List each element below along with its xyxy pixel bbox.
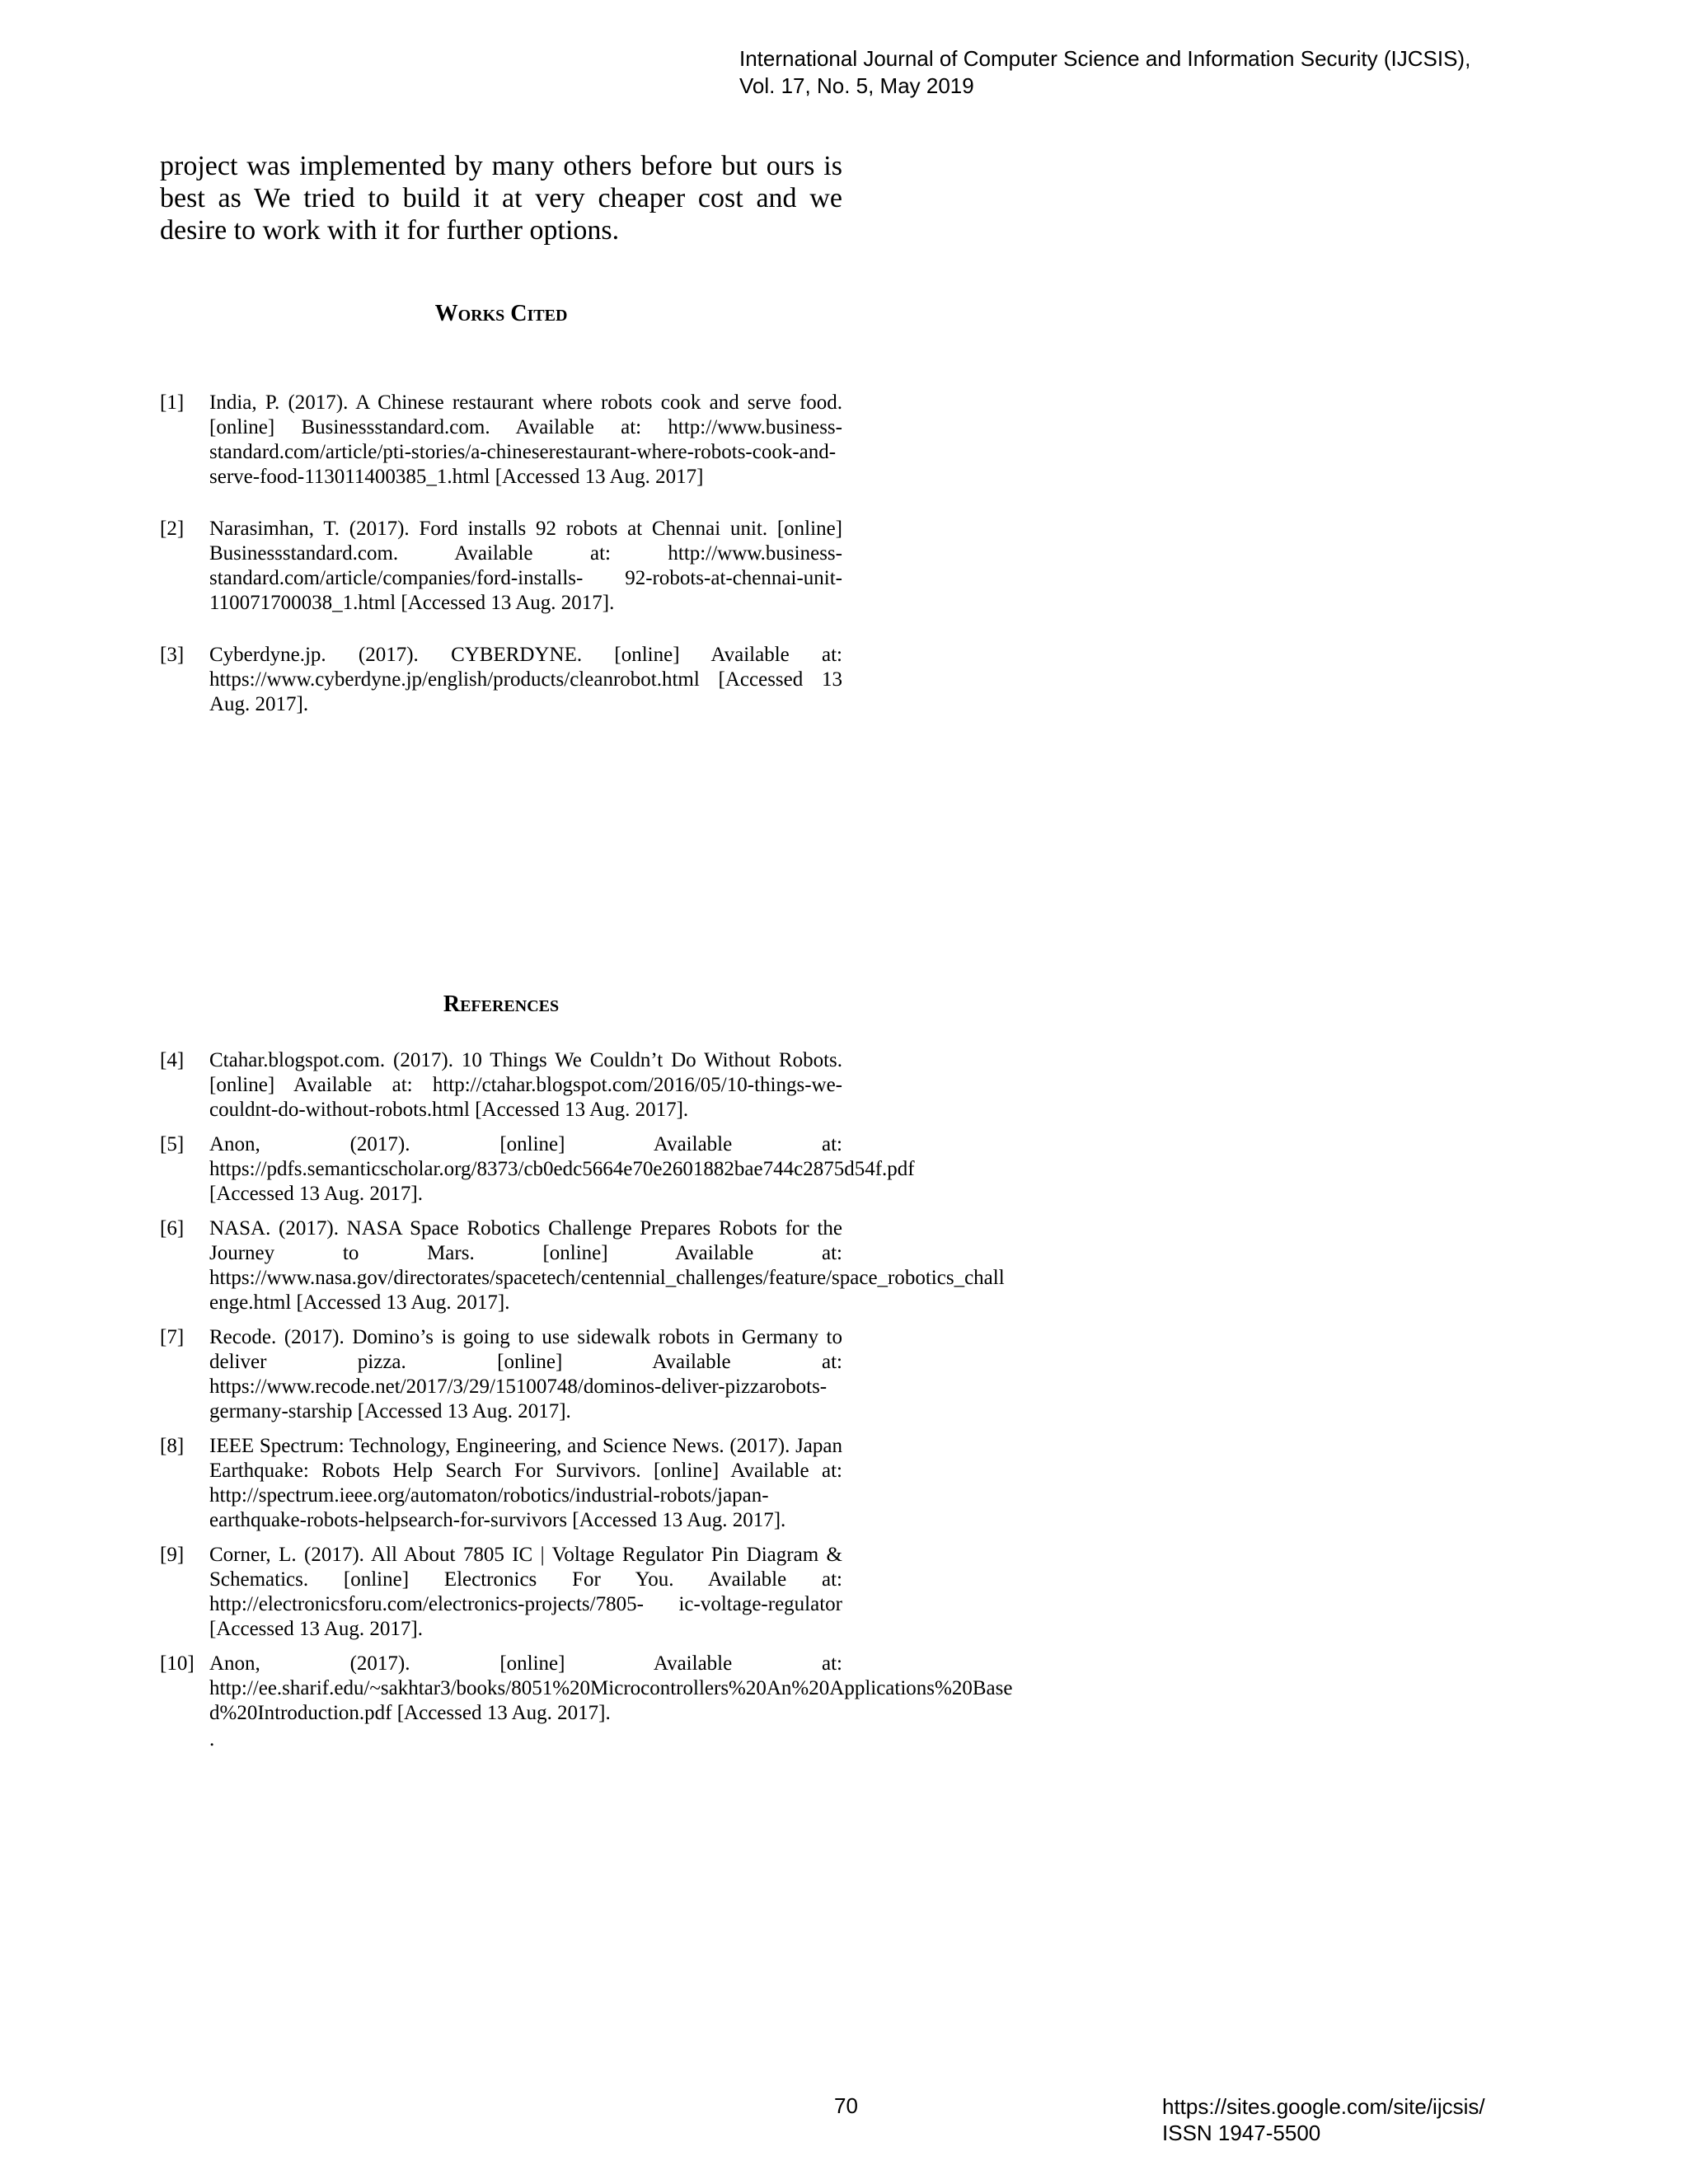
citation-number: [2] [160, 518, 185, 540]
reference-item [160, 1048, 842, 1122]
citation-item [160, 643, 842, 717]
reference-number: [8] [160, 1435, 185, 1457]
reference-text: NASA. (2017). NASA Space Robotics Challenge Prepares Robots for the Journey to Mars. [online] Available at: https://www.nasa.gov/directorates/spacetech/centennial_challenges/feature/space_robotics_chall enge.html [Accessed 13 Aug. 2017]. [209, 1217, 1005, 1314]
issn: ISSN 1947-5500 [1162, 2121, 1321, 2145]
citation-text: India, P. (2017). A Chinese restaurant where robots cook and serve food. [online] Businessstandard.com. Available at: http://www.business-standard.com/article/pti-stories/a-chineserestaurant-where-robots-cook-and-serve-food-113011400385_1.html [Accessed 13 Aug. 2017] [209, 391, 842, 488]
reference-item [160, 1132, 915, 1207]
references-list [160, 1048, 1013, 1752]
reference-number: [10] [160, 1652, 195, 1675]
reference-number: [7] [160, 1326, 185, 1348]
intro-paragraph: project was implemented by many others before but ours is best as We tried to build it at very cheaper cost and we desire to work with it for further options. [160, 151, 842, 246]
journal-site-url: https://sites.google.com/site/ijcsis/ [1162, 2094, 1485, 2119]
reference-number: [9] [160, 1544, 185, 1566]
reference-text: IEEE Spectrum: Technology, Engineering, and Science News. (2017). Japan Earthquake: Robots Help Search For Survivors. [online] Available at: http://spectrum.ieee.org/automaton/robotics/industrial-robots/japan-earthquake-robots-helpsearch-for-survivors [Accessed 13 Aug. 2017]. [209, 1435, 842, 1531]
reference-item [160, 1652, 1013, 1726]
footer-info [1162, 2093, 1485, 2146]
citation-number: [3] [160, 644, 185, 666]
reference-text: Ctahar.blogspot.com. (2017). 10 Things We Couldn’t Do Without Robots. [online] Available at: http://ctahar.blogspot.com/2016/05/10-things-we-couldnt-do-without-robots.html [Accessed 13 Aug. 2017]. [209, 1049, 842, 1121]
reference-text: Anon, (2017). [online] Available at: https://pdfs.semanticscholar.org/8373/cb0edc5664e70e2601882bae744c2875d54f.pdf [Accessed 13 Aug. 2017]. [209, 1133, 915, 1205]
reference-text: Recode. (2017). Domino’s is going to use sidewalk robots in Germany to deliver pizza. [online] Available at: https://www.recode.net/2017/3/29/15100748/dominos-deliver-pizzarobots-germany-starship [Accessed 13 Aug. 2017]. [209, 1326, 842, 1422]
reference-number: [5] [160, 1133, 185, 1155]
reference-item [160, 1434, 842, 1533]
journal-volume: Vol. 17, No. 5, May 2019 [739, 73, 974, 98]
citation-text: Narasimhan, T. (2017). Ford installs 92 robots at Chennai unit. [online] Businessstandard.com. Available at: http://www.business-standard.com/article/companies/ford-installs- 92-robots-at-chennai-unit-110071700038_1.html [Accessed 13 Aug. 2017]. [209, 518, 842, 614]
works-cited-list [160, 391, 842, 744]
reference-item [160, 1325, 842, 1424]
reference-number: [4] [160, 1049, 185, 1071]
citation-number: [1] [160, 391, 185, 414]
reference-item [160, 1543, 842, 1642]
citation-item [160, 391, 842, 490]
page-number: 70 [834, 2093, 858, 2118]
reference-text: Anon, (2017). [online] Available at: http://ee.sharif.edu/~sakhtar3/books/8051%20Microcontrollers%20An%20Applications%20Base d%20Introduction.pdf [Accessed 13 Aug. 2017]. [209, 1652, 1013, 1724]
works-cited-heading: Works Cited [434, 301, 568, 326]
journal-title: International Journal of Computer Science and Information Security (IJCSIS), [739, 46, 1471, 71]
references-heading: References [443, 991, 560, 1017]
reference-number: [6] [160, 1217, 185, 1240]
trailing-mark: . [209, 1728, 215, 1750]
journal-header [739, 45, 1470, 100]
reference-item [160, 1216, 1005, 1315]
citation-item [160, 517, 842, 616]
reference-text: Corner, L. (2017). All About 7805 IC | Voltage Regulator Pin Diagram & Schematics. [online] Electronics For You. Available at: http://electronicsforu.com/electronics-projects/7805- ic-voltage-regulator [Accessed 13 Aug. 2017]. [209, 1544, 842, 1640]
citation-text: Cyberdyne.jp. (2017). CYBERDYNE. [online] Available at: https://www.cyberdyne.jp/english/products/cleanrobot.html [Accessed 13 Aug. 2017]. [209, 644, 842, 715]
